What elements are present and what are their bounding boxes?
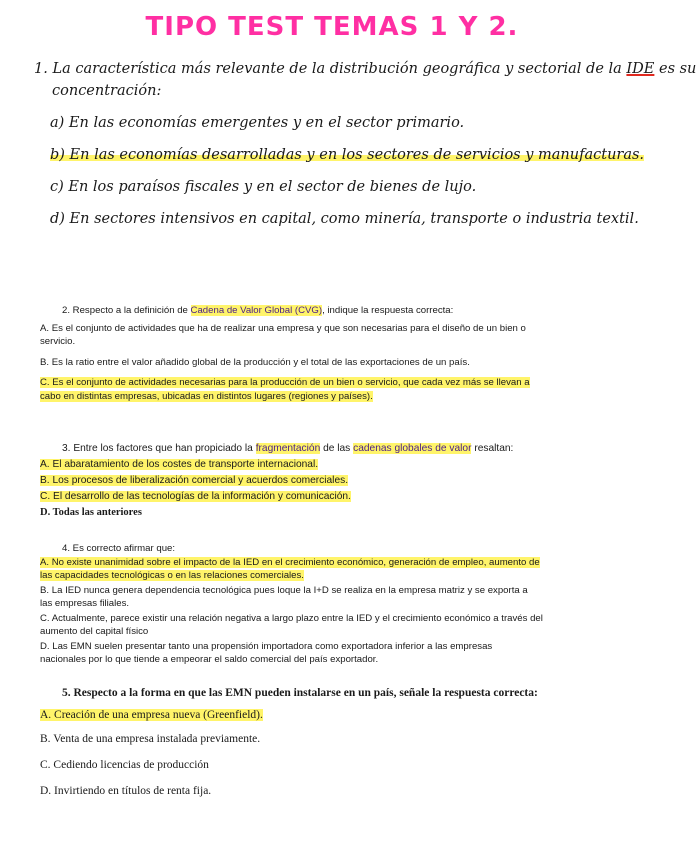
q5-option-a-text: A. Creación de una empresa nueva (Greenfield). [40, 709, 263, 721]
q4-option-b-line1: B. La IED nunca genera dependencia tecnológica pues loque la I+D se realiza en la empresa matriz y se exporta a [40, 585, 528, 596]
q2-option-c-line2 [40, 390, 373, 403]
q4-option-a-line1 [40, 556, 540, 569]
q3-option-b-text: B. Los procesos de liberalización comercial y acuerdos comerciales. [40, 475, 349, 486]
q3-stem-c: resaltan: [471, 443, 514, 454]
q4-option-d-line2: nacionales por lo que tiende a empeorar el saldo comercial del país exportador. [40, 654, 379, 665]
q3-option-b [40, 474, 348, 487]
page-title: TIPO TEST TEMAS 1 Y 2. [145, 12, 519, 42]
q2-option-c-text2: cabo en distintas empresas, ubicadas en distintos lugares (regiones y países). [40, 391, 373, 402]
q1-text-c: concentración: [52, 83, 162, 99]
q3-option-d: D. Todas las anteriores [40, 507, 142, 518]
q4-option-a-text2: las capacidades tecnológicas o en las relaciones comerciales. [40, 570, 304, 581]
q2-term: Cadena de Valor Global (CVG) [190, 305, 323, 316]
q1-option-b [50, 144, 644, 166]
q5-option-c: C. Cediendo licencias de producción [40, 759, 209, 771]
q4-stem-text: 4. Es correcto afirmar que: [62, 543, 176, 554]
q1-option-a [50, 112, 464, 134]
q5-option-a [40, 708, 263, 723]
question-3-stem [40, 442, 513, 455]
question-5-stem [40, 686, 538, 701]
question-4-stem [40, 542, 175, 555]
q2-stem-b: , indique la respuesta correcta: [322, 305, 454, 316]
q1-option-d-text: d) En sectores intensivos en capital, como minería, transporte o industria textil. [50, 211, 639, 227]
q1-text-b: es su [654, 61, 696, 77]
q1-text-a: 1. La característica más relevante de la distribución geográfica y sectorial de la [34, 61, 627, 77]
q1-ide: IDE [626, 61, 655, 77]
q1-option-c [50, 176, 476, 198]
q1-option-c-text: c) En los paraísos fiscales y en el sector de bienes de lujo. [50, 179, 477, 195]
question-1-stem [34, 58, 696, 80]
q1-option-b-text: b) En las economías desarrolladas y en los sectores de servicios y manufacturas. [50, 147, 645, 163]
q4-option-d-line1: D. Las EMN suelen presentar tanto una propensión importadora como exportadora inferior a las empresas [40, 641, 493, 652]
q5-stem-text: 5. Respecto a la forma en que las EMN pueden instalarse en un país, señale la respuesta correcta: [62, 687, 538, 699]
q5-option-d: D. Invirtiendo en títulos de renta fija. [40, 785, 212, 797]
q4-option-c-line1: C. Actualmente, parece existir una relación negativa a largo plazo entre la IED y el crecimiento económico a través del [40, 613, 543, 624]
q3-stem-b: de las [320, 443, 354, 454]
q3-option-a [40, 458, 318, 471]
q3-option-a-text: A. El abaratamiento de los costes de transporte internacional. [40, 459, 319, 470]
q2-option-a-line1: A. Es el conjunto de actividades que ha de realizar una empresa y que son necesarias para el diseño de un bien o [40, 323, 526, 334]
q2-option-a-line2: servicio. [40, 336, 76, 347]
q4-option-b-line2: las empresas filiales. [40, 598, 130, 609]
q1-option-d [50, 208, 639, 230]
q3-option-c-text: C. El desarrollo de las tecnologías de la información y comunicación. [40, 491, 351, 502]
q2-option-c-line1 [40, 376, 530, 389]
q3-stem-a: 3. Entre los factores que han propiciado la [62, 443, 256, 454]
q2-option-c-text1: C. Es el conjunto de actividades necesarias para la producción de un bien o servicio, que cada vez más se llevan a [40, 377, 530, 388]
q1-option-a-text: a) En las economías emergentes y en el sector primario. [50, 115, 465, 131]
q4-option-a-text1: A. No existe unanimidad sobre el impacto de la IED en el crecimiento económico, generación de empleo, aumento de [40, 557, 540, 568]
q3-option-c [40, 490, 351, 503]
q2-stem-a: 2. Respecto a la definición de [62, 305, 191, 316]
q3-term-2: cadenas globales de valor [353, 443, 472, 454]
q4-option-a-line2 [40, 569, 304, 582]
q2-option-b: B. Es la ratio entre el valor añadido global de la producción y el total de las exportaciones de un país. [40, 357, 470, 368]
q3-term-1: fragmentación [255, 443, 321, 454]
q4-option-c-line2: aumento del capital físico [40, 626, 149, 637]
q5-option-b: B. Venta de una empresa instalada previamente. [40, 733, 261, 745]
question-2-stem [40, 304, 453, 317]
